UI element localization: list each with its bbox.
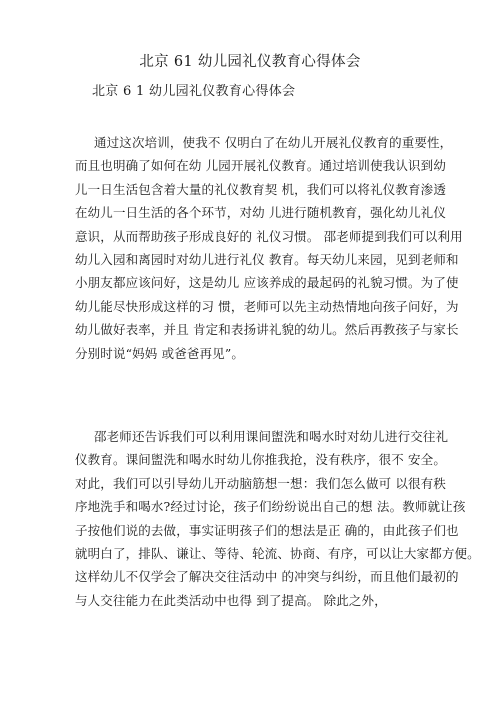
paragraph-line: 在幼儿一日生活的各个环节，对幼 儿进行随机教育，强化幼儿礼仪 [75, 205, 446, 221]
paragraph-line: 这样幼儿不仅学会了解决交往活动中 的冲突与纠纷，而且他们最初的 [75, 569, 459, 585]
paragraph-line: 对此，我们可以引导幼儿开动脑筋想一想：我们怎么做可 以很有秩 [75, 475, 446, 491]
paragraph-line: 而且也明确了如何在幼 儿园开展礼仪教育。通过培训使我认识到幼 [75, 158, 446, 174]
paragraph-1 [75, 131, 463, 365]
paragraph-line: 幼儿入园和离园时对幼儿进行礼仪 教育。每天幼儿来园，见到老师和 [75, 251, 459, 267]
paragraph-line: 小朋友都应该问好，这是幼儿 应该养成的最起码的礼貌习惯。为了使 [75, 275, 459, 291]
paragraph-line: 序地洗手和喝水?经过讨论，孩子们纷纷说出自己的想 法。教师就让孩 [75, 499, 466, 515]
paragraph-line: 儿一日生活包含着大量的礼仪教育契 机，我们可以将礼仪教育渗透 [75, 181, 446, 197]
paragraph-line: 仪教育。课间盥洗和喝水时幼儿你推我抢，没有秩序，很不 安全。 [75, 452, 446, 468]
paragraph-2 [75, 425, 480, 612]
document-title: 北京 61 幼儿园礼仪教育心得体会 [139, 54, 361, 70]
document-subtitle: 北京 6 1 幼儿园礼仪教育心得体会 [92, 84, 296, 99]
paragraph-line: 就明白了，排队、谦让、等待、轮流、协商、有序，可以让大家都方便。 [75, 545, 480, 561]
paragraph-line: 幼儿做好表率，并且 肯定和表扬讲礼貌的幼儿。然后再教孩子与家长 [75, 322, 459, 338]
paragraph-line: 与人交往能力在此类活动中也得 到了提高。 除此之外， [75, 592, 387, 608]
paragraph-line: 幼儿能尽快形成这样的习 惯，老师可以先主动热情地向孩子问好，为 [75, 298, 459, 314]
paragraph-line: 邵老师还告诉我们可以利用课间盥洗和喝水时对幼儿进行交往礼 [94, 429, 449, 444]
paragraph-line: 分别时说“妈妈 或爸爸再见”。 [75, 345, 245, 361]
paragraph-line: 子按他们说的去做，事实证明孩子们的想法是正 确的，由此孩子们也 [75, 522, 459, 538]
paragraph-line: 意识，从而帮助孩子形成良好的 礼仪习惯。 邵老师提到我们可以利用 [75, 228, 463, 244]
paragraph-line: 通过这次培训，使我不 仅明白了在幼儿开展礼仪教育的重要性， [94, 135, 453, 150]
